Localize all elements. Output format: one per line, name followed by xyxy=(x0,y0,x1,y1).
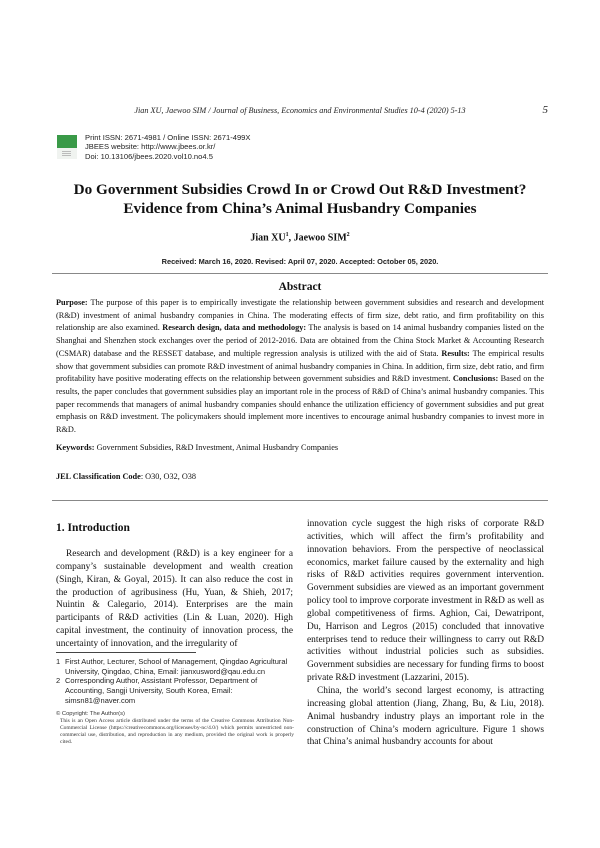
authors: Jian $XU^1$, Jaewoo SIM$^2$ xyxy=(250,232,350,244)
author-2: Jaewoo SIM xyxy=(293,232,347,244)
intro-right-column xyxy=(307,518,544,749)
jel-codes: JEL Classification Code: O30, O32, O38 xyxy=(56,472,197,481)
page-number: 5 xyxy=(542,104,548,116)
abstract-heading: Abstract xyxy=(278,281,322,293)
journal-cover-icon xyxy=(57,135,77,159)
footnote-2: 2 Corresponding Author, Assistant Professor, Department of Accounting, Sangji University, South Korea, Email: simsn81@naver.com xyxy=(56,676,258,705)
abstract-body: Purpose: The purpose of this paper is to empirically investigate the relationship between government subsidies and research and development (R&D) investment of animal husbandry companies in China. The moderating effects of firm size, debt ratio, and firm profitability on this relationship are also examined. Research design, data and methodology: The analysis is based on 14 animal husbandry companies listed on the Shanghai and Shenzhen stock exchanges over the period of 2012-2016. Data are obtained from the China Stock Market & Accounting Research (CSMAR) database and the RESSET database, and multiple regression analysis is utilized with the aid of Stata. Results: The empirical results show that government subsidies can promote R&D investment of animal husbandry companies in China. In addition, firm size, debt ratio, and firm profitability have positive moderating effects on the relationship between government subsidies and R&D investment. Conclusions: Based on the results, the paper concludes that government subsidies play an important role in the process of R&D of China’s animal husbandry companies. This paper recommends that managers of animal husbandry companies should enhance the utilization efficiency of government subsidies and put great emphasis on R&D investment. The policymakers should implement more incentives to encourage animal husbandry companies to invest more in R&D. xyxy=(56,298,545,435)
paper-title: Do Government Subsidies Crowd In or Crowd Out R&D Investment? Evidence from China’s Animal Husbandry Companies xyxy=(73,181,527,217)
keywords: Keywords: Government Subsidies, R&D Investment, Animal Husbandry Companies xyxy=(56,443,339,452)
journal-website[interactable]: JBEES website: http://www.jbees.or.kr/ xyxy=(85,142,216,152)
divider xyxy=(52,273,548,274)
author-1: Jian XU xyxy=(250,232,286,244)
footnote-1: 1 First Author, Lecturer, School of Management, Qingdao Agricultural University, Qingdao, China, Email: jianxusword@qau.edu.cn xyxy=(56,657,288,676)
running-header: Jian XU, Jaewoo SIM / Journal of Business, Economics and Environmental Studies 10-4 (2020) 5-13 xyxy=(134,106,466,115)
copyright-notice: © Copyright: The Author(s) This is an Open Access article distributed under the terms of the Creative Commons Attribution Non-Commercial License (https://creativecommons.org/licenses/by-nc/4.0/) which permits unrestricted non-commercial use, distribution, and reproduction in any medium, provided the original work is properly cited. xyxy=(56,711,294,745)
doi[interactable]: Doi: 10.13106/jbees.2020.vol10.no4.5 xyxy=(85,151,213,161)
paragraph: Research and development (R&D) is a key engineer for a company’s sustainable development and wealth creation (Singh, Kiran, & Goyal, 2015). It can also reduce the cost in the production of agribusiness (Hu, Yuan, & Shieh, 2017; Nuintin & Calegario, 2014). Enterprises are the main participants of R&D activities (Lin & Luan, 2020). High capital investment, the continuity of innovation process, the uncertainty of innovation, and the irregularity of xyxy=(56,549,293,649)
divider xyxy=(52,500,548,501)
paragraph: China, the world’s second largest economy, is attracting increasing global attention (Jiang, Zhang, Bu, & Liu, 2018). Animal husbandry industry plays an important role in the construction of China’s modern agriculture. Figure 1 shows that China’s animal husbandry accounts for about xyxy=(307,685,544,748)
submission-dates: Received: March 16, 2020. Revised: April 07, 2020. Accepted: October 05, 2020. xyxy=(161,257,439,266)
footnote-divider xyxy=(56,652,196,653)
intro-left-column xyxy=(56,548,293,651)
footnotes xyxy=(56,657,296,706)
journal-info xyxy=(57,133,250,161)
section-heading-introduction: 1. Introduction xyxy=(56,522,130,534)
paragraph: innovation cycle suggest the high risks of corporate R&D activities, which will affect the firm’s profitability and innovation behaviors. From the perspective of neoclassical economics, market failure caused by the externality and high risks of R&D activities requires government intervention. Government subsidies are viewed as an important government policy tool to improve corporate investment in R&D as well as global competitiveness of firms. Aghion, Cai, Dewatripont, Du, Harrison and Legros (2015) concluded that innovative enterprises tend to reduce their willingness to carry out R&D activities without industrial policies such as subsidies. Government subsidies are necessary for funding firms to boost private R&D investment (Lazzarini, 2015). xyxy=(307,519,544,684)
issn: Print ISSN: 2671-4981 / Online ISSN: 2671-499X xyxy=(85,133,251,142)
